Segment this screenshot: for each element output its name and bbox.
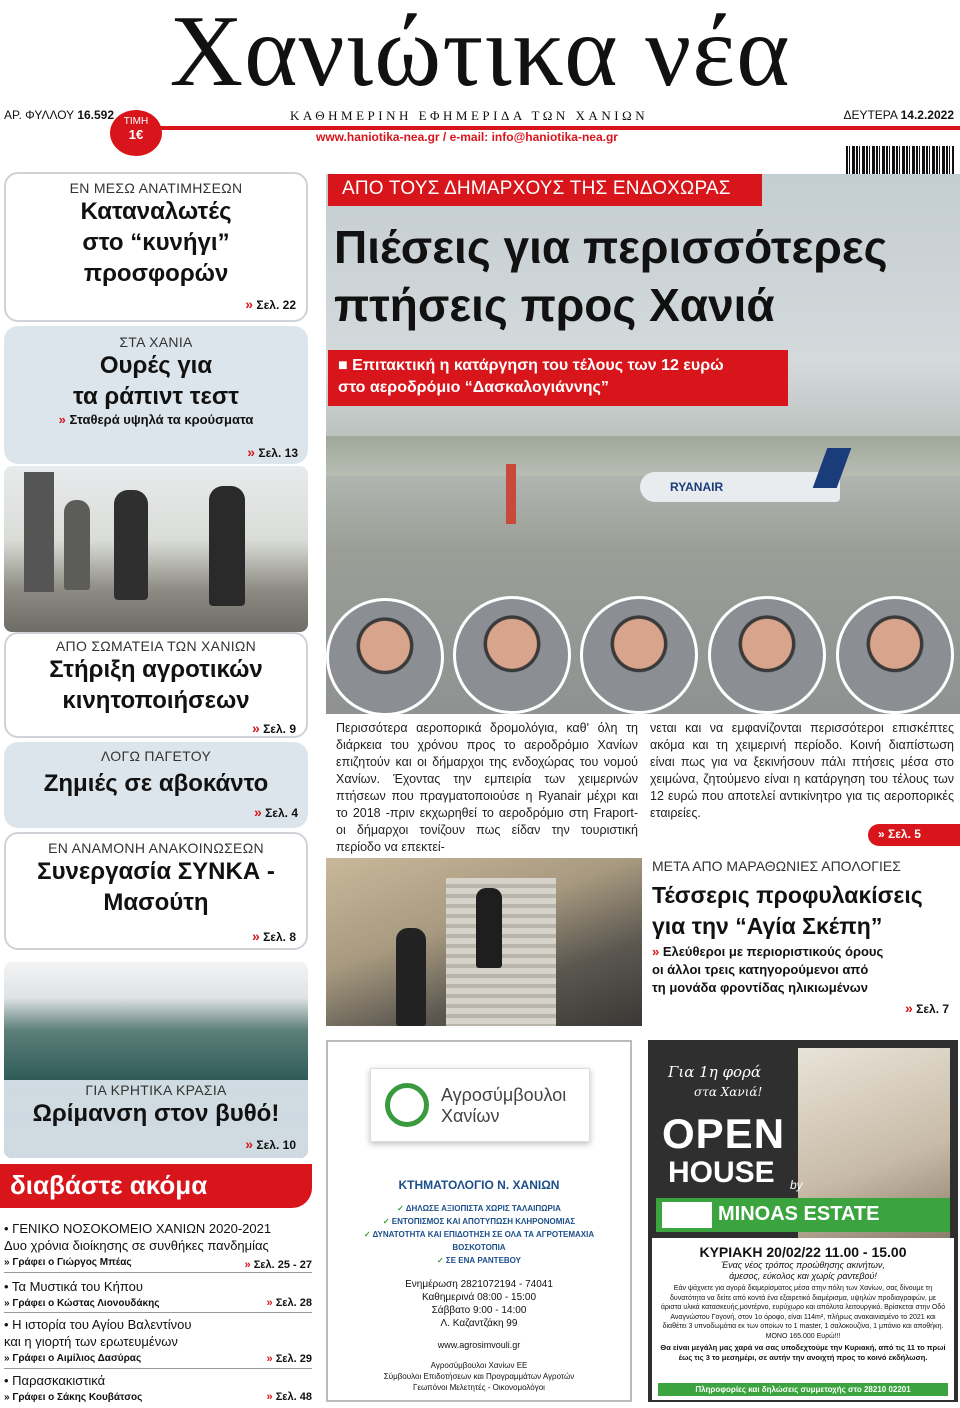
story-kicker: ΣΤΑ ΧΑΝΙΑ [119, 334, 193, 350]
ad-footer: Αγροσύμβουλοι Χανίων ΕΕ Σύμβουλοι Επιδοτήσεων και Προγραμμάτων Αγροτών Γεωπόνοι Μελετητές - Οικονομολόγοι [383, 1361, 575, 1392]
story-consumers[interactable] [4, 172, 308, 322]
page-ref: » Σελ. 10 [245, 1136, 296, 1152]
contact-line[interactable]: www.haniotika-nea.gr / e-mail: info@haniotika-nea.gr [316, 130, 618, 144]
page-ref: » Σελ. 25 - 27 [244, 1259, 312, 1271]
main-body-col2: νεται και να εμφανίζονται περισσότεροι επισκέπτες ακόμα και τη χειμερινή περίοδο. Κοινή διαπίστωση είναι πως για να ξεκινήσουν πάλι πτήσεις μέσα στο χειμώνα, ζητούμενο είναι η κατάργηση του τέλους των 12 ευρώ που αποτελεί αντικίνητρο για τις αεροπορικές εταιρείες. [650, 721, 954, 820]
page-ref: » Σελ. 4 [253, 804, 298, 820]
second-kicker: ΜΕΤΑ ΑΠΟ ΜΑΡΑΘΩΝΙΕΣ ΑΠΟΛΟΓΙΕΣ [652, 858, 901, 874]
story-headline: Ζημιές σε αβοκάντο [43, 770, 269, 797]
mayor-portrait [453, 596, 571, 714]
mayor-portrait [326, 598, 444, 716]
second-headline[interactable] [652, 880, 923, 942]
mayor-portrait [580, 596, 698, 714]
ad-brand: Αγροσύμβουλοι Χανίων [441, 1085, 567, 1126]
mayor-portrait [836, 596, 954, 714]
main-headline-line: πτήσεις προς Χανιά [334, 279, 775, 331]
mayor-portrait [708, 596, 826, 714]
barcode [846, 146, 954, 176]
read-more-item[interactable] [4, 1220, 312, 1270]
read-more-title: Δυο χρόνια διοίκησης σε συνθήκες πανδημίας [4, 1238, 269, 1253]
read-more-author: » Γράφει ο Κώστας Λιονουδάκης [4, 1298, 160, 1309]
ad-brand: MINOAS ESTATE [718, 1203, 880, 1225]
agrosymvouloi-ad[interactable] [326, 1040, 632, 1402]
price-badge: ΤΙΜΗ 1€ [110, 110, 162, 156]
main-body-col1: Περισσότερα αεροπορικά δρομολόγια, καθ' όλη τη διάρκεια του χρόνου προς το αεροδρόμιο Χανίων επιζητούν και οι δήμαρχοι της ενδοχώρας του νομού Χανίων. Έχοντας την εμπειρία των χειμερινών πτήσεων που πραγματοποιούσε η Ryanair μέχρι και το 2018 -πριν εκχωρηθεί το αεροδρόμιο στη Fraport- οι δήμαρχοι τονίζουν πως είδαν την τουριστική περίοδο να επεκτεί- [336, 721, 638, 854]
story-wine[interactable] [4, 1082, 308, 1129]
story-synka[interactable] [4, 832, 308, 950]
ad-tagline: Ένας νέος τρόπος προώθησης ακινήτων, άμεσος, εύκολος και χωρίς ραντεβού! [721, 1260, 885, 1281]
read-more-title: • ΓΕΝΙΚΟ ΝΟΣΟΚΟΜΕΙΟ ΧΑΝΙΩΝ 2020-2021 [4, 1221, 272, 1236]
court-photo [326, 858, 642, 1026]
read-more-author: » Γράφει ο Σάκης Κουβάτσος [4, 1392, 143, 1403]
story-headline: στο “κυνήγι” [82, 229, 230, 256]
page-ref: » Σελ. 9 [251, 720, 296, 736]
page-ref: » Σελ. 29 [266, 1353, 312, 1365]
second-headline-line: για την “Αγία Σκέπη” [652, 913, 883, 939]
musician-figure [114, 490, 148, 600]
story-headline: Μασούτη [103, 889, 209, 916]
ad-body-bold: Θα είναι μεγάλη μας χαρά να σας υποδεχτούμε την Κυριακή, από τις 11 το πρωί έως τις 3 το μεσημέρι, σε αυτήν την ανοιχτή προς το κοινό εκδήλωση. [660, 1343, 946, 1362]
divider [4, 1272, 312, 1273]
divider [4, 1312, 312, 1313]
divider [4, 1368, 312, 1369]
read-more-item[interactable] [4, 1372, 312, 1406]
ad-script: Για 1η φορά στα Χανιά! [668, 1063, 763, 1099]
tagline: ΚΑΘΗΜΕΡΙΝΗ ΕΦΗΜΕΡΙΔΑ ΤΩΝ ΧΑΝΙΩΝ [290, 108, 649, 123]
story-rapid-tests[interactable] [4, 326, 308, 464]
mast-shape [506, 464, 516, 524]
story-headline: Ωρίμανση στον βυθό! [32, 1100, 280, 1127]
read-more-item[interactable] [4, 1316, 312, 1366]
ad-logo-box [370, 1068, 590, 1142]
main-headline[interactable] [334, 218, 888, 334]
second-headline-line: Τέσσερις προφυλακίσεις [652, 882, 923, 908]
story-headline: Καταναλωτές [80, 198, 232, 225]
ad-by: by [790, 1178, 803, 1192]
minoas-banner [656, 1198, 950, 1232]
main-headline-line: Πιέσεις για περισσότερες [334, 221, 888, 273]
read-more-banner: διαβάστε ακόμα [0, 1164, 312, 1208]
story-headline: κινητοποιήσεων [62, 687, 250, 714]
page-ref: » Σελ. 48 [266, 1391, 312, 1403]
read-more-title: και η γιορτή των ερωτευμένων [4, 1334, 178, 1349]
second-subhead: » Ελεύθεροι με περιοριστικούς όρους οι άλλοι τρεις κατηγορούμενοι από τη μονάδα φροντίδας ηλικιωμένων [652, 944, 884, 995]
story-headline: Στήριξη αγροτικών [49, 656, 263, 683]
story-headline: προσφορών [83, 260, 229, 287]
read-more-author: » Γράφει ο Γιώργος Μπέας [4, 1257, 132, 1268]
person-figure [396, 928, 426, 1026]
read-more-title: • Η ιστορία του Αγίου Βαλεντίνου [4, 1317, 192, 1332]
ad-footer: Πληροφορίες και δηλώσεις συμμετοχής στο 28210 02201 [658, 1383, 948, 1396]
page-ref: » Σελ. 7 [905, 1000, 950, 1016]
ad-details [652, 1238, 954, 1400]
airline-logo: RYANAIR [670, 480, 724, 494]
hills-shape [326, 436, 960, 476]
sprout-icon [385, 1083, 429, 1127]
main-deck [328, 350, 788, 406]
page-ref: » Σελ. 13 [247, 444, 298, 460]
page-ref: » Σελ. 28 [266, 1297, 312, 1309]
ad-body: Εάν ψάχνετε για αγορά διαμερίσματος μέσα στην πόλη των Χανίων, σας δίνουμε τη δυνατότητα να δείτε από κοντά ένα εξαιρετικό διαμέρισμα, υψηλών προδιαγραφών, με άριστα υλικά κατασκευής,μοντέρνο, ευρύχωρο και απόλυτα λειτουργικό. Βρίσκεται στην Οδό Αναγνώστου Γογονή, στον 1ο όροφο, είναι 114m², πλήρως ανακαινισμένο το 2021 και διαθέτει 3 υπνοδωμάτια εκ των οποίων το 1 master, 1 σαλοκουζίνα, 1 μπάνιο και αποθήκη. ΜΟΝΟ 165.000 Ευρώ!!! [660, 1285, 946, 1340]
read-more-title: • Παρασκακιστικά [4, 1373, 106, 1388]
ad-title: ΚΤΗΜΑΤΟΛΟΓΙΟ Ν. ΧΑΝΙΩΝ [398, 1178, 560, 1192]
main-page-ref: » Σελ. 5 [868, 824, 960, 846]
page-ref: » Σελ. 22 [245, 296, 296, 312]
speaker-shape [24, 472, 54, 592]
story-kicker: ΕΝ ΑΝΑΜΟΝΗ ΑΝΑΚΟΙΝΩΣΕΩΝ [48, 840, 264, 856]
page-ref: » Σελ. 8 [251, 928, 296, 944]
story-kicker: ΓΙΑ ΚΡΗΤΙΚΑ ΚΡΑΣΙΑ [85, 1082, 227, 1098]
house-icon [662, 1202, 712, 1228]
story-headline: τα ράπιντ τεστ [72, 383, 240, 410]
story-kicker: ΑΠΟ ΣΩΜΑΤΕΙΑ ΤΩΝ ΧΑΝΙΩΝ [55, 638, 257, 654]
story-headline: Συνεργασία ΣΥΝΚΑ - [37, 858, 275, 885]
newspaper-title: Χανιώτικα νέα [169, 0, 791, 108]
ad-open: OPEN [662, 1110, 786, 1157]
musician-figure [209, 486, 245, 606]
musicians-photo [4, 466, 308, 632]
wine-bottles-photo [4, 962, 308, 1158]
story-avocado[interactable] [4, 742, 308, 828]
ad-house: HOUSE [668, 1156, 775, 1189]
main-kicker: ΑΠΟ ΤΟΥΣ ΔΗΜΑΡΧΟΥΣ ΤΗΣ ΕΝΔΟΧΩΡΑΣ [328, 174, 762, 206]
person-figure [476, 888, 502, 968]
issue-date: ΔΕΥΤΕΡΑ 14.2.2022 [843, 108, 954, 122]
issue-number: ΑΡ. ΦΥΛΛΟΥ 16.592 [4, 108, 115, 122]
ad-info: Ενημέρωση 2821072194 - 74041 Καθημερινά 08:00 - 15:00 Σάββατο 9:00 - 14:00 Λ. Καζαντζάκη 99 [405, 1279, 553, 1329]
story-kicker: ΛΟΓΩ ΠΑΓΕΤΟΥ [100, 748, 212, 764]
main-deck-line: ■ Επιτακτική η κατάργηση του τέλους των 12 ευρώ [338, 357, 724, 374]
main-deck-line: στο αεροδρόμιο “Δασκαλογιάννης” [338, 379, 609, 396]
open-house-ad[interactable] [648, 1040, 958, 1402]
ad-datetime: ΚΥΡΙΑΚΗ 20/02/22 11.00 - 15.00 [699, 1244, 907, 1260]
bystander-figure [64, 500, 90, 590]
story-farmers[interactable] [4, 632, 308, 738]
story-headline: Ουρές για [99, 352, 213, 379]
ad-bullets: ✓ ΔΗΛΩΣΕ ΑΞΙΟΠΙΣΤΑ ΧΩΡΙΣ ΤΑΛΑΙΠΩΡΙΑ ✓ ΕΝΤΟΠΙΣΜΟΣ ΚΑΙ ΑΠΟΤΥΠΩΣΗ ΚΛΗΡΟΝΟΜΙΑΣ ✓ ΔΥΝΑΤΟΤΗΤΑ ΚΑΙ ΕΠΙΔΟΤΗΣΗ ΣΕ ΟΛΑ ΤΑ ΑΓΡΟΤΕΜΑΧΙΑ ΒΟΣΚΟΤΟΠΙΑ ✓ ΣΕ ΕΝΑ ΡΑΝΤΕΒΟΥ [363, 1204, 595, 1265]
story-kicker: ΕΝ ΜΕΣΩ ΑΝΑΤΙΜΗΣΕΩΝ [69, 180, 243, 196]
read-more-author: » Γράφει ο Αιμίλιος Δασύρας [4, 1353, 142, 1364]
ad-web: www.agrosimvouli.gr [437, 1340, 521, 1350]
read-more-item[interactable] [4, 1278, 312, 1312]
read-more-title: • Τα Μυστικά του Κήπου [4, 1279, 143, 1294]
story-subhead: » Σταθερά υψηλά τα κρούσματα [58, 412, 254, 427]
